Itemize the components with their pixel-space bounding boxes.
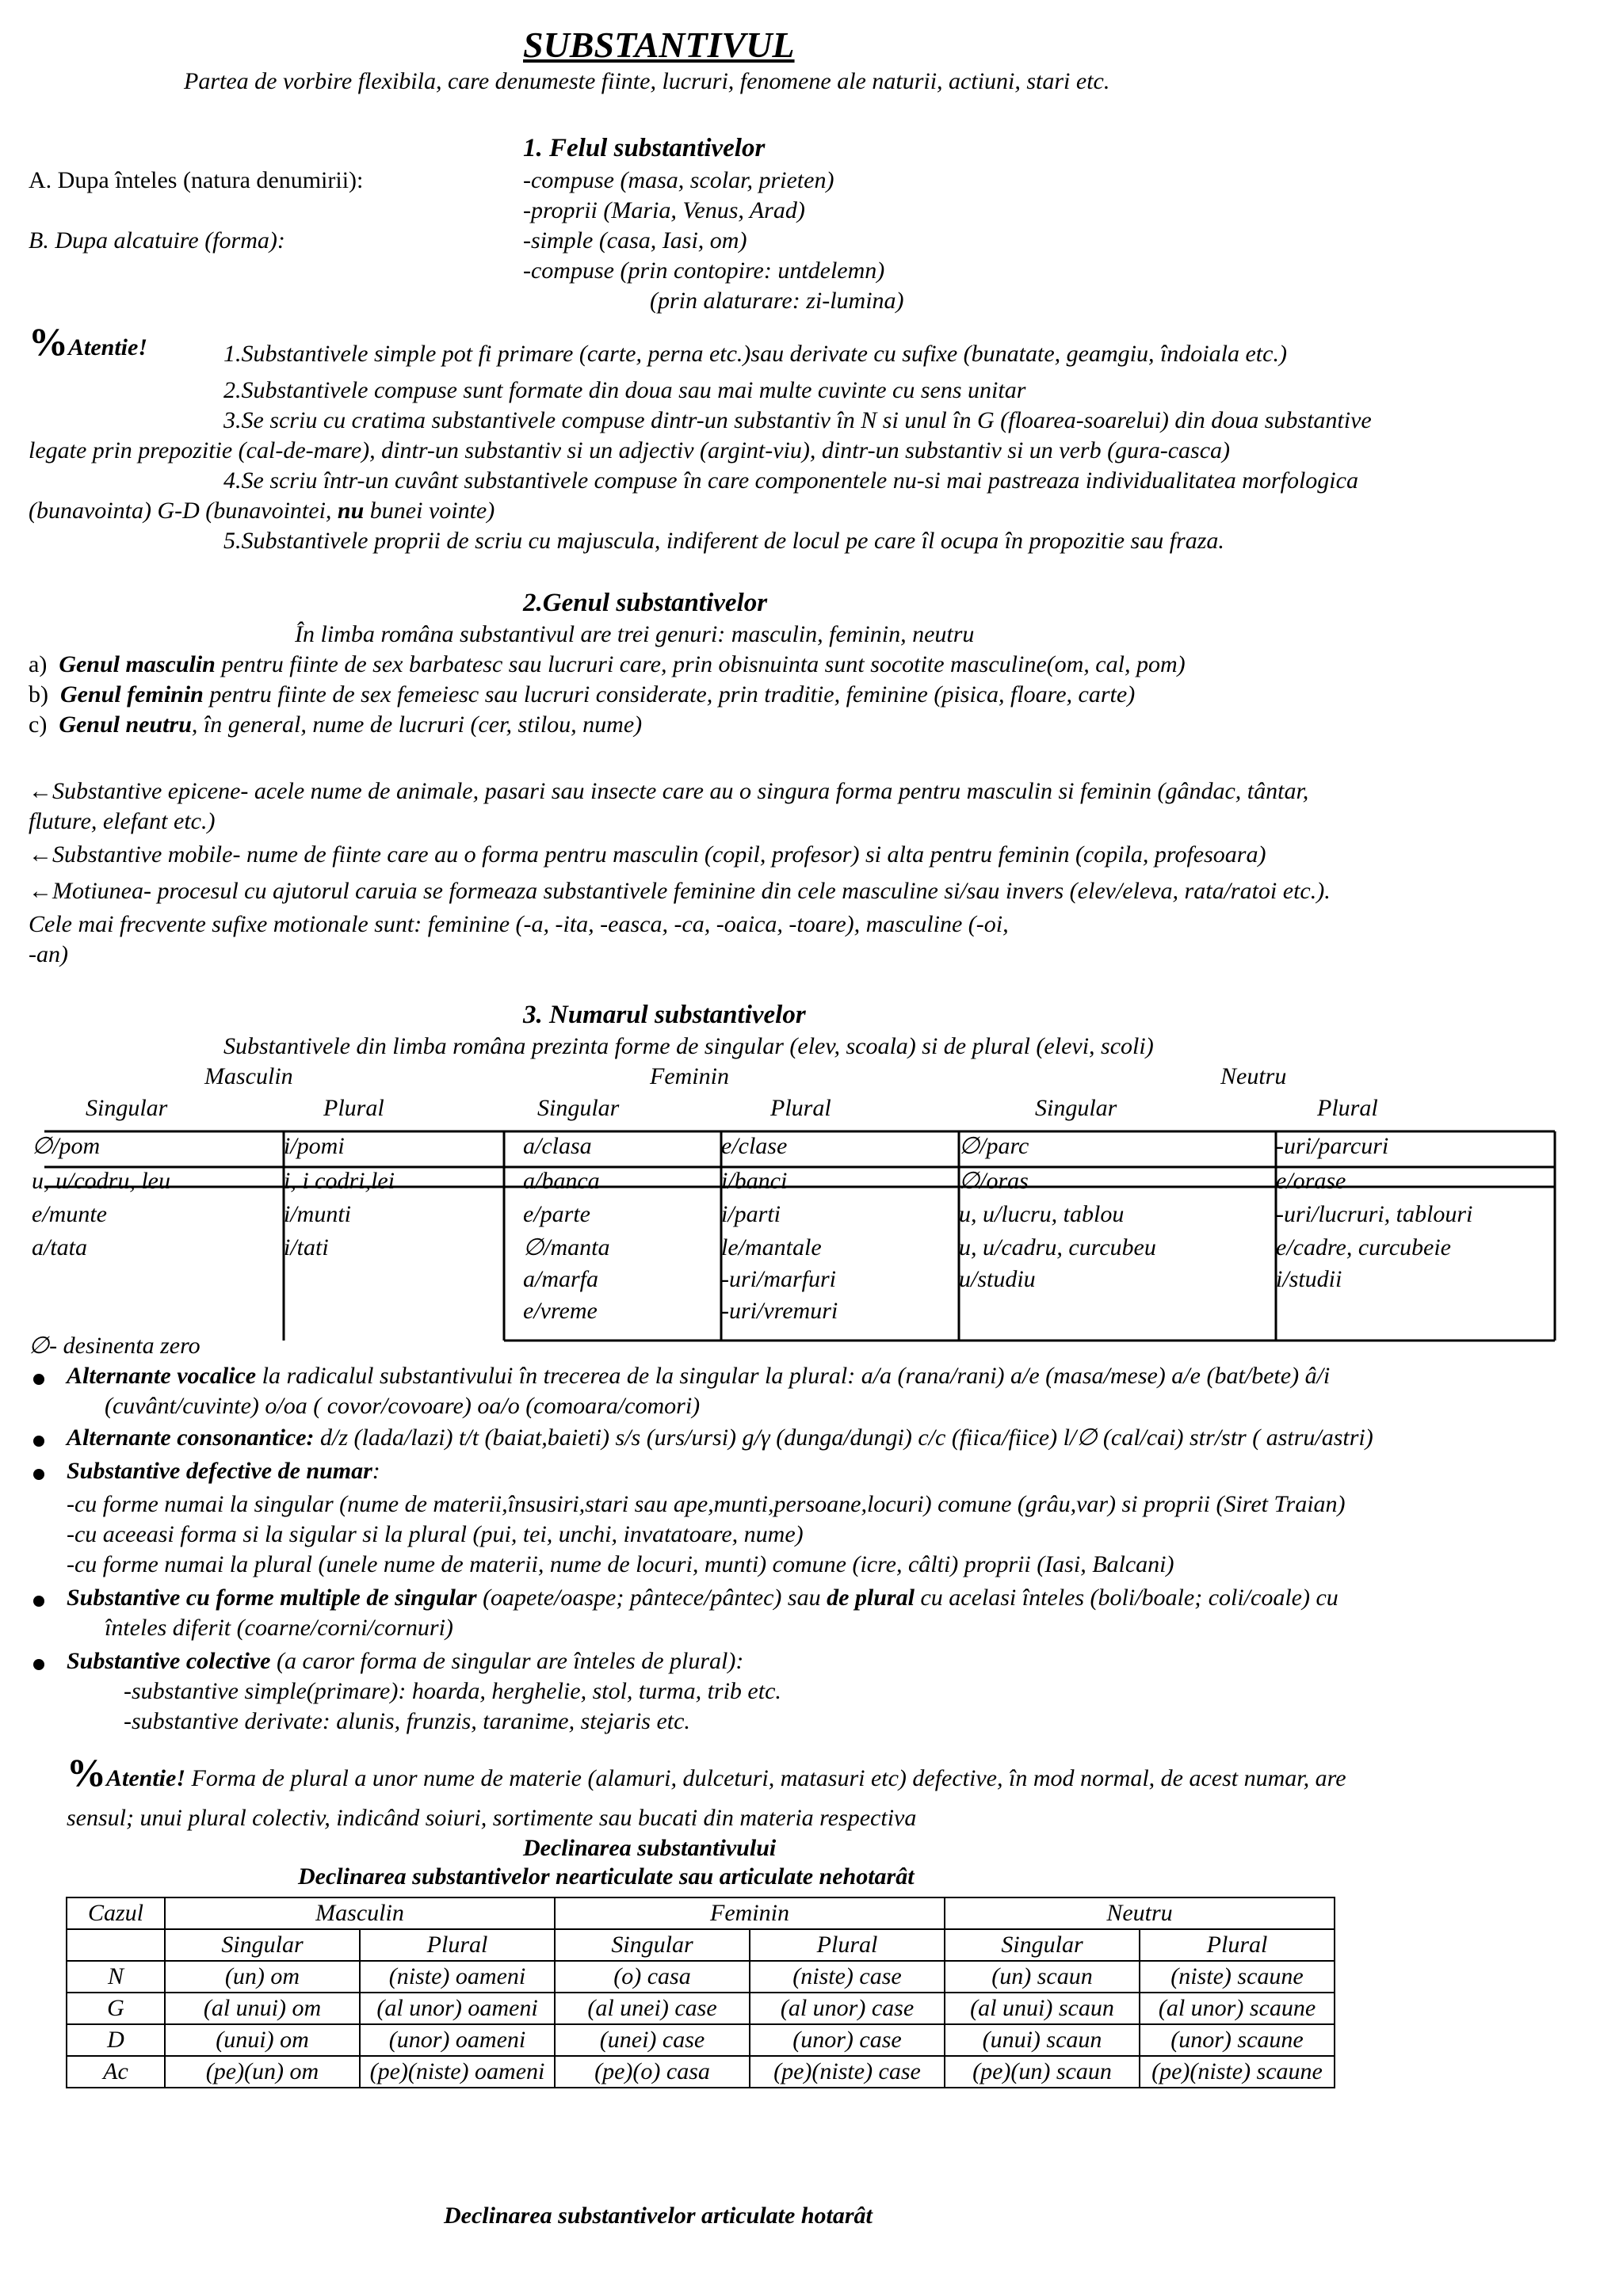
cell-fem-pl: i/banci: [721, 1168, 788, 1194]
collective-item-1: -substantive simple(primare): hoarda, herghelie, stol, turma, trib etc.: [124, 1678, 781, 1704]
type-a-label: A. Dupa înteles (natura denumirii):: [29, 167, 364, 193]
number-intro: Substantivele din limba româna prezinta forme de singular (elev, scoala) si de plural (elevi, scoli): [223, 1033, 1154, 1059]
cell-neu-sg: ∅/oras: [959, 1168, 1029, 1194]
table-cell: (al unui) scaun: [945, 1993, 1140, 2024]
declension-heading: Declinarea substantivului: [523, 1835, 777, 1861]
cell-masc-sg: u, u/codru, leu: [32, 1168, 170, 1194]
table-cell: (al unor) case: [750, 1993, 945, 2024]
cell-neu-pl: -uri/lucruri, tablouri: [1276, 1201, 1473, 1227]
type-b-item-2: -compuse (prin contopire: untdelemn): [523, 257, 885, 284]
table-cell: (pe)(niste) oameni: [360, 2056, 555, 2088]
defective-item-1: -cu forme numai la singular (nume de materii,însusiri,stari sau ape,munti,persoane,locuri) comune (grâu,var) si proprii (Siret Traian): [67, 1491, 1346, 1517]
col-header-singular: Singular: [537, 1095, 620, 1121]
table-cell: (o) casa: [555, 1961, 750, 1993]
arrow-left-icon: ←: [29, 878, 52, 904]
table-cell: (al unui) om: [165, 1993, 360, 2024]
note-2: 2.Substantivele compuse sunt formate din doua sau mai multe cuvinte cu sens unitar: [223, 377, 1026, 403]
table-cell: [67, 1929, 165, 1961]
cell-masc-sg: e/munte: [32, 1201, 107, 1227]
cell-fem-sg: e/parte: [523, 1201, 590, 1227]
table-subheader-cell: Plural: [1140, 1929, 1335, 1961]
cell-neu-sg: u, u/lucru, tablou: [959, 1201, 1125, 1227]
table-cell: (pe)(niste) case: [750, 2056, 945, 2088]
table-header-cell: Feminin: [555, 1897, 945, 1929]
page-subtitle: Partea de vorbire flexibila, care denumeste fiinte, lucruri, fenomene ale naturii, actiuni, stari etc.: [184, 68, 1110, 94]
cell-fem-sg: a/clasa: [523, 1133, 592, 1159]
table-header-row: [67, 1897, 1335, 1929]
table-row: [67, 1993, 1335, 2024]
table-row: [67, 1961, 1335, 1993]
type-a-item-2: -proprii (Maria, Venus, Arad): [523, 197, 805, 223]
percent-icon: %: [67, 1750, 106, 1794]
type-b-label: B. Dupa alcatuire (forma):: [29, 227, 285, 254]
cell-masc-pl: i/tati: [284, 1234, 329, 1261]
cell-fem-pl: i/parti: [721, 1201, 781, 1227]
table-cell: (niste) oameni: [360, 1961, 555, 1993]
cell-fem-pl: -uri/vremuri: [721, 1298, 838, 1324]
bullet-icon: [33, 1436, 44, 1447]
cell-neu-pl: i/studii: [1276, 1266, 1342, 1292]
table-header-cell: Masculin: [165, 1897, 555, 1929]
table-row: [67, 2024, 1335, 2056]
cell-masc-pl: i/pomi: [284, 1133, 345, 1159]
vowel-alternations-cont: (cuvânt/cuvinte) o/oa ( covor/covoare) oa/o (comoara/comori): [105, 1393, 701, 1419]
bullet-icon: [33, 1469, 44, 1480]
table-cell: (al unor) oameni: [360, 1993, 555, 2024]
table-cell: (unei) case: [555, 2024, 750, 2056]
section-2-heading: 2.Genul substantivelor: [523, 589, 768, 617]
col-header-singular: Singular: [86, 1095, 168, 1121]
attention-note-1: %Atentie!: [29, 319, 148, 364]
gender-feminine: b) Genul feminin pentru fiinte de sex femeiesc sau lucruri considerate, prin traditie, feminine (pisica, floare, carte): [29, 681, 1136, 707]
gender-neuter: c) Genul neutru, în general, nume de lucruri (cer, stilou, nume): [29, 711, 643, 738]
declension-subheading: Declinarea substantivelor nearticulate sau articulate nehotarât: [298, 1863, 915, 1890]
cell-masc-sg: a/tata: [32, 1234, 88, 1261]
table-subheader-cell: Singular: [945, 1929, 1140, 1961]
cell-neu-sg: ∅/parc: [959, 1133, 1029, 1159]
cell-fem-sg: a/marfa: [523, 1266, 599, 1292]
table-subheader-cell: Plural: [750, 1929, 945, 1961]
table-subheader-row: [67, 1929, 1335, 1961]
gender-masculine: a) Genul masculin pentru fiinte de sex barbatesc sau lucruri care, prin obisnuinta sunt socotite masculine(om, cal, pom): [29, 651, 1186, 677]
table-subheader-cell: Singular: [555, 1929, 750, 1961]
table-cell: (niste) scaune: [1140, 1961, 1335, 1993]
table-row: [67, 2056, 1335, 2088]
declension-table: [66, 1897, 1335, 2088]
cell-neu-sg: u/studiu: [959, 1266, 1036, 1292]
multiple-forms-cont: înteles diferit (coarne/corni/cornuri): [105, 1615, 453, 1641]
cell-fem-sg: ∅/manta: [523, 1234, 610, 1261]
page-title: SUBSTANTIVUL: [523, 25, 795, 65]
epicene-line-2: fluture, elefant etc.): [29, 808, 216, 834]
table-cell: (pe)(un) om: [165, 2056, 360, 2088]
vowel-alternations: Alternante vocalice la radicalul substantivului în trecerea de la singular la plural: a/a (rana/rani) a/e (masa/mese) a/e (bat/bete) â/i: [67, 1363, 1331, 1389]
table-subheader-cell: Singular: [165, 1929, 360, 1961]
definite-declension-heading: Declinarea substantivelor articulate hotarât: [444, 2203, 873, 2229]
epicene-line-1: ←Substantive epicene- acele nume de animale, pasari sau insecte care au o singura forma pentru masculin si feminin (gândac, tântar,: [29, 778, 1309, 804]
cell-fem-sg: e/vreme: [523, 1298, 598, 1324]
bullet-icon: [33, 1659, 44, 1670]
cell-masc-sg: ∅/pom: [32, 1133, 101, 1159]
cell-neu-pl: -uri/parcuri: [1276, 1133, 1389, 1159]
col-header-plural: Plural: [770, 1095, 831, 1121]
defective-item-2: -cu aceeasi forma si la sigular si la plural (pui, tei, unchi, invatatoare, nume): [67, 1521, 804, 1547]
case-label: D: [67, 2024, 165, 2056]
table-header-cell: Cazul: [67, 1897, 165, 1929]
mobile-line: ←Substantive mobile- nume de fiinte care au o forma pentru masculin (copil, profesor) si alta pentru feminin (copila, profesoara): [29, 841, 1266, 868]
defective-item-3: -cu forme numai la plural (unele nume de materii, nume de locuri, munti) comune (icre, câlti) proprii (Iasi, Balcani): [67, 1551, 1174, 1577]
suffix-line-1: Cele mai frecvente sufixe motionale sunt: feminine (-a, -ita, -easca, -ca, -oaica, -toare), masculine (-oi,: [29, 911, 1009, 937]
cell-masc-pl: i, i codri,lei: [284, 1168, 395, 1194]
case-label: Ac: [67, 2056, 165, 2088]
col-header-singular: Singular: [1035, 1095, 1117, 1121]
table-cell: (al unor) scaune: [1140, 1993, 1335, 2024]
table-cell: (un) scaun: [945, 1961, 1140, 1993]
attention-note-2-cont: sensul; unui plural colectiv, indicând soiuri, sortimente sau bucati din materia respectiva: [67, 1805, 917, 1831]
table-subheader-cell: Plural: [360, 1929, 555, 1961]
col-header-plural: Plural: [323, 1095, 384, 1121]
table-cell: (niste) case: [750, 1961, 945, 1993]
multiple-forms: Substantive cu forme multiple de singular (oapete/oaspe; pântece/pântec) sau de plural cu acelasi înteles (boli/boale; coli/coale) cu: [67, 1585, 1338, 1611]
table-cell: (pe)(niste) scaune: [1140, 2056, 1335, 2088]
arrow-left-icon: ←: [29, 841, 52, 868]
cell-fem-pl: -uri/marfuri: [721, 1266, 837, 1292]
table-header-cell: Neutru: [945, 1897, 1335, 1929]
table-cell: (unui) om: [165, 2024, 360, 2056]
table-cell: (unor) case: [750, 2024, 945, 2056]
section-1-heading: 1. Felul substantivelor: [523, 134, 766, 162]
table-cell: (unui) scaun: [945, 2024, 1140, 2056]
cell-masc-pl: i/munti: [284, 1201, 352, 1227]
case-label: N: [67, 1961, 165, 1993]
table-cell: (pe)(un) scaun: [945, 2056, 1140, 2088]
collective-nouns: Substantive colective (a caror forma de singular are înteles de plural):: [67, 1648, 744, 1674]
attention-note-2: %Atentie! Forma de plural a unor nume de materie (alamuri, dulceturi, matasuri etc) defective, în mod normal, de acest numar, are: [67, 1750, 1346, 1794]
type-b-item-1: -simple (casa, Iasi, om): [523, 227, 747, 254]
table-cell: (unor) oameni: [360, 2024, 555, 2056]
cell-neu-pl: e/orase: [1276, 1168, 1346, 1194]
cell-fem-pl: e/clase: [721, 1133, 788, 1159]
suffix-line-2: -an): [29, 941, 68, 967]
section-3-heading: 3. Numarul substantivelor: [523, 1001, 806, 1029]
note-5: 5.Substantivele proprii de scriu cu majuscula, indiferent de locul pe care îl ocupa în propozitie sau fraza.: [223, 528, 1224, 554]
table-cell: (un) om: [165, 1961, 360, 1993]
note-4b: (bunavointa) G-D (bunavointei, nu bunei vointe): [29, 498, 495, 524]
cell-fem-sg: a/banca: [523, 1168, 600, 1194]
collective-item-2: -substantive derivate: alunis, frunzis, taranime, stejaris etc.: [124, 1708, 690, 1734]
motiunea-line: ←Motiunea- procesul cu ajutorul caruia se formeaza substantivele feminine din cele masculine si/sau invers (elev/eleva, rata/ratoi etc.).: [29, 878, 1331, 904]
table-cell: (unor) scaune: [1140, 2024, 1335, 2056]
note-4a: 4.Se scriu într-un cuvânt substantivele compuse în care componentele nu-si mai pastreaza individualitatea morfologica: [223, 467, 1358, 494]
type-b-item-3: (prin alaturare: zi-lumina): [650, 288, 904, 314]
percent-icon: %: [29, 319, 68, 364]
note-3a: 3.Se scriu cu cratima substantivele compuse dintr-un substantiv în N si unul în G (floarea-soarelui) din doua substantive: [223, 407, 1372, 433]
bullet-icon: [33, 1374, 44, 1385]
cell-fem-pl: le/mantale: [721, 1234, 822, 1261]
table-cell: (al unei) case: [555, 1993, 750, 2024]
defective-nouns: Substantive defective de numar:: [67, 1458, 380, 1484]
note-3b: legate prin prepozitie (cal-de-mare), dintr-un substantiv si un adjectiv (argint-viu), dintr-un substantiv si un verb (gura-casca): [29, 437, 1231, 463]
gender-header-masculin: Masculin: [204, 1063, 293, 1089]
case-label: G: [67, 1993, 165, 2024]
type-a-item-1: -compuse (masa, scolar, prieten): [523, 167, 834, 193]
arrow-left-icon: ←: [29, 778, 52, 804]
gender-header-neutru: Neutru: [1220, 1063, 1287, 1089]
cell-neu-sg: u, u/cadru, curcubeu: [959, 1234, 1156, 1261]
note-1: 1.Substantivele simple pot fi primare (carte, perna etc.)sau derivate cu sufixe (bunatate, geamgiu, îndoiala etc.): [223, 341, 1287, 367]
gender-header-feminin: Feminin: [650, 1063, 729, 1089]
gender-intro: În limba româna substantivul are trei genuri: masculin, feminin, neutru: [295, 621, 975, 647]
table-cell: (pe)(o) casa: [555, 2056, 750, 2088]
zero-ending-note: ∅- desinenta zero: [29, 1333, 200, 1359]
col-header-plural: Plural: [1317, 1095, 1378, 1121]
cell-neu-pl: e/cadre, curcubeie: [1276, 1234, 1452, 1261]
consonant-alternations: Alternante consonantice: d/z (lada/lazi) t/t (baiat,baieti) s/s (urs/ursi) g/γ (dunga/dungi) c/c (fiica/fiice) l/∅ (cal/cai) str/str ( astru/astri): [67, 1425, 1373, 1451]
bullet-icon: [33, 1596, 44, 1607]
